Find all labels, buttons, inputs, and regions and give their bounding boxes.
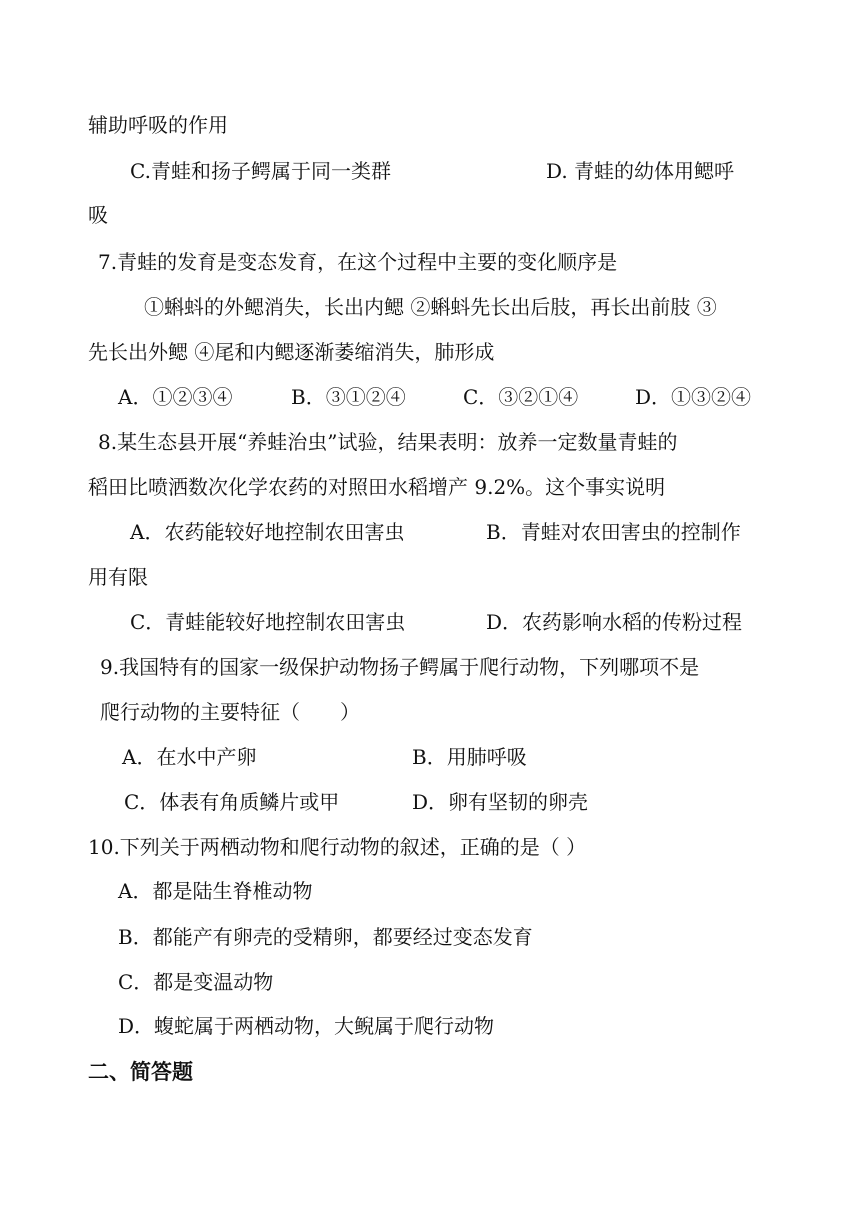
- q7-option-d: D．①③②④: [635, 385, 752, 409]
- q6-option-d: D. 青蛙的幼体用鳃呼: [546, 159, 735, 183]
- q7-option-b: B．③①②④: [291, 385, 406, 409]
- q9-options-line2: [88, 788, 588, 816]
- q8-option-b-wrap: 用有限: [88, 565, 148, 589]
- q10-option-d: D．蝮蛇属于两栖动物，大鲵属于爬行动物: [118, 1014, 495, 1038]
- q10-stem: 10.下列关于两栖动物和爬行动物的叙述，正确的是（ ）: [88, 835, 587, 859]
- q7-items-line1: ①蝌蚪的外鳃消失，长出内鳃 ②蝌蚪先长出后肢，再长出前肢 ③: [144, 295, 717, 319]
- q7-items-line2: 先长出外鳃 ④尾和内鳃逐渐萎缩消失，肺形成: [88, 340, 495, 364]
- q8-option-b: B．青蛙对农田害虫的控制作: [486, 520, 741, 544]
- q9-option-d: D．卵有坚韧的卵壳: [412, 790, 589, 814]
- q8-option-a: A．农药能较好地控制农田害虫: [130, 520, 405, 544]
- q8-stem-line2: 稻田比喷洒数次化学农药的对照田水稻增产 9.2%。这个事实说明: [88, 475, 666, 499]
- q9-stem-line2: 爬行动物的主要特征（ ）: [100, 700, 360, 724]
- q8-option-c: C．青蛙能较好地控制农田害虫: [130, 610, 406, 634]
- section-title: 二、简答题: [88, 1059, 193, 1084]
- q10-option-a: A．都是陆生脊椎动物: [118, 879, 313, 903]
- q9-option-c: C．体表有角质鳞片或甲: [124, 790, 340, 814]
- q9-option-b: B．用肺呼吸: [412, 745, 527, 769]
- q8-option-d: D．农药影响水稻的传粉过程: [486, 610, 743, 634]
- q6-option-d-wrap: 吸: [88, 203, 108, 227]
- q10-option-b: B．都能产有卵壳的受精卵，都要经过变态发育: [118, 925, 533, 949]
- q9-option-a: A．在水中产卵: [122, 745, 257, 769]
- q7-option-a: A．①②③④: [118, 385, 233, 409]
- q6-options-line: [88, 157, 734, 185]
- q9-stem-line1: 9.我国特有的国家一级保护动物扬子鳄属于爬行动物，下列哪项不是: [100, 655, 700, 679]
- q6-option-c: C.青蛙和扬子鳄属于同一类群: [130, 159, 391, 183]
- q8-stem-line1: 8.某生态县开展“养蛙治虫”试验，结果表明：放养一定数量青蛙的: [98, 430, 678, 454]
- q9-options-line1: [88, 743, 527, 771]
- q7-stem: 7.青蛙的发育是变态发育，在这个过程中主要的变化顺序是: [98, 250, 618, 274]
- q6-tail: 辅助呼吸的作用: [88, 113, 228, 137]
- q7-option-c: C．③②①④: [463, 385, 579, 409]
- q8-options-line1: [88, 518, 741, 546]
- q10-option-c: C．都是变温动物: [118, 970, 274, 994]
- q8-options-line2: [88, 608, 742, 636]
- q7-options-line: [88, 383, 751, 411]
